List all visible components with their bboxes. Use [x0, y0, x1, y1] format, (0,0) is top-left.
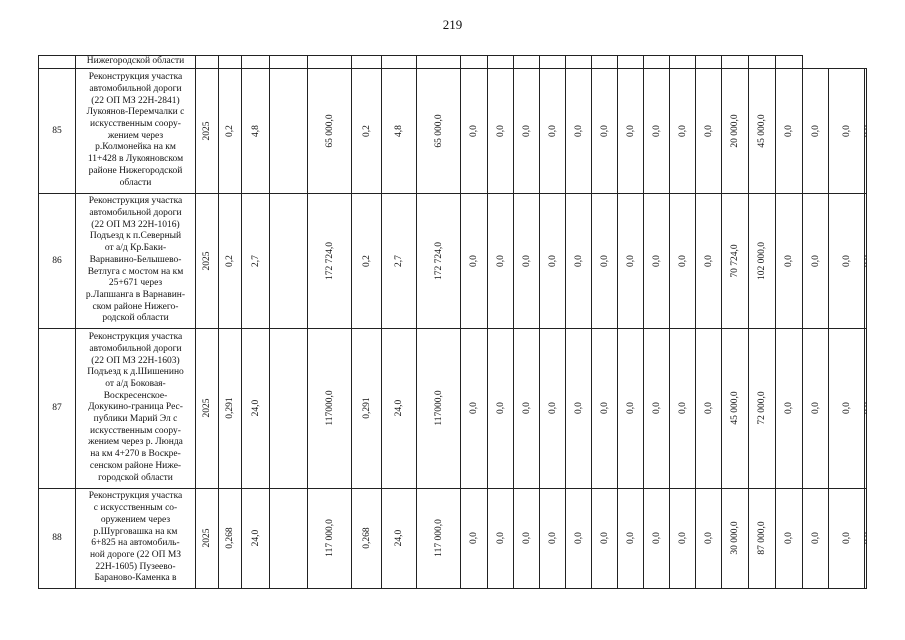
value-text: 2025	[202, 121, 212, 141]
object-name-line: (22 ОП МЗ 22Н-2841)	[91, 95, 180, 106]
value-text: 117000,0	[324, 390, 335, 426]
value-text: 0,0	[521, 254, 532, 267]
object-name-line: автомобильной дороги	[89, 343, 182, 354]
table-row	[39, 193, 867, 328]
value-text: 20 000,0	[730, 114, 740, 148]
value-cell	[803, 68, 829, 193]
object-name-line: р.Колмонейка на км	[95, 142, 176, 153]
value-cell	[803, 193, 829, 328]
value-cell	[196, 328, 219, 488]
value-text: 0,0	[521, 124, 532, 137]
value-cell	[865, 193, 867, 328]
value-cell	[566, 193, 592, 328]
value-text: 0,0	[784, 254, 794, 267]
value-text: 0,0	[599, 532, 610, 545]
value-cell	[696, 328, 722, 488]
value-text: 0,0	[651, 254, 662, 267]
object-name-line: сенском районе Ниже-	[89, 460, 182, 471]
value-text: 0,0	[573, 124, 584, 137]
object-name-line: р.Лапшанга в Варнавин-	[85, 289, 186, 300]
value-cell	[644, 193, 670, 328]
value-text: 0,0	[573, 532, 584, 545]
value-text: 0,0	[841, 532, 852, 545]
value-cell	[540, 488, 566, 588]
value-cell	[618, 328, 644, 488]
object-name-line: Варнавино-Белышево-	[89, 254, 182, 265]
object-name-line: области	[119, 177, 152, 188]
object-name-line: искусственным соору-	[90, 119, 181, 129]
value-text: 0,0	[651, 402, 662, 415]
value-cell	[776, 68, 803, 193]
value-cell	[749, 193, 776, 328]
value-text: 0,0	[864, 532, 867, 545]
value-text: 0,0	[625, 124, 636, 137]
object-name-line: родской области	[102, 313, 169, 324]
value-cell	[829, 193, 865, 328]
value-cell	[382, 68, 417, 193]
object-name-line: (22 ОП МЗ 22Н-1016)	[91, 219, 180, 230]
value-text: 0,0	[784, 124, 794, 137]
value-cell	[352, 193, 382, 328]
value-cell	[644, 328, 670, 488]
value-text: 0,0	[864, 254, 867, 267]
value-cell	[696, 68, 722, 193]
value-text: 0,0	[625, 402, 636, 415]
value-text: 2,7	[250, 254, 261, 267]
value-text: 0,0	[810, 532, 821, 545]
object-name	[76, 328, 196, 488]
value-cell	[270, 488, 308, 588]
value-text: 2025	[202, 398, 212, 418]
value-text: 0,0	[703, 124, 714, 137]
value-cell	[196, 488, 219, 588]
object-name-line: городской области	[98, 472, 173, 483]
value-cell	[461, 328, 488, 488]
value-cell	[488, 193, 514, 328]
value-text: 0,0	[677, 402, 688, 415]
value-text: 24,0	[394, 529, 404, 547]
object-name-line: автомобильной дороги	[89, 83, 182, 94]
value-text: 70 724,0	[730, 244, 740, 278]
object-name-line: 6+825 на автомобиль-	[91, 538, 180, 549]
value-cell	[242, 488, 270, 588]
value-text: 87 000,0	[757, 521, 767, 555]
value-text: 0,0	[495, 124, 506, 137]
value-cell	[270, 328, 308, 488]
value-cell	[242, 193, 270, 328]
value-cell	[308, 488, 352, 588]
value-cell	[696, 488, 722, 588]
object-name	[76, 193, 196, 328]
object-name-line: Реконструкция участка	[88, 332, 183, 343]
value-cell	[270, 193, 308, 328]
object-name-line: 22Н-1605) Пузеево-	[95, 561, 176, 572]
value-text: 72 000,0	[757, 391, 767, 425]
value-cell	[488, 68, 514, 193]
object-name-line: р.Шурговашка на км	[93, 526, 178, 537]
value-cell	[803, 328, 829, 488]
value-text: 0,0	[469, 124, 479, 137]
value-cell	[670, 488, 696, 588]
value-cell	[592, 328, 618, 488]
value-cell	[308, 328, 352, 488]
object-name-line: с искусственным со-	[93, 503, 178, 514]
value-text: 2,7	[394, 254, 404, 267]
value-cell	[776, 488, 803, 588]
value-cell	[540, 68, 566, 193]
value-cell	[488, 488, 514, 588]
value-cell	[722, 193, 749, 328]
value-cell	[749, 68, 776, 193]
object-name-line: от а/д Боковая-	[105, 378, 166, 389]
value-cell	[566, 488, 592, 588]
value-text: 24,0	[394, 399, 404, 417]
value-text: 0,0	[810, 402, 821, 415]
value-text: 0,0	[495, 254, 506, 267]
value-cell	[592, 193, 618, 328]
value-cell	[670, 328, 696, 488]
value-text: 30 000,0	[730, 521, 740, 555]
value-text: 0,268	[225, 527, 235, 549]
value-cell	[382, 193, 417, 328]
value-text: 2025	[202, 528, 212, 548]
value-text: 65 000,0	[324, 114, 335, 148]
value-text: 117000,0	[433, 390, 444, 426]
value-cell	[566, 68, 592, 193]
value-text: 0,0	[495, 402, 506, 415]
value-text: 0,0	[547, 124, 558, 137]
value-cell	[540, 193, 566, 328]
value-cell	[242, 68, 270, 193]
value-text: 0,0	[521, 402, 532, 415]
value-cell	[865, 328, 867, 488]
page-number: 219	[442, 17, 463, 32]
value-cell	[618, 488, 644, 588]
value-text: 0,291	[225, 397, 235, 419]
value-text: 0,0	[784, 402, 794, 415]
value-text: 0,0	[703, 254, 714, 267]
value-text: 0,0	[784, 532, 794, 545]
value-text: 2025	[202, 251, 212, 271]
value-text: 0,2	[225, 254, 235, 267]
value-cell	[352, 488, 382, 588]
value-cell	[196, 193, 219, 328]
object-name	[76, 68, 196, 193]
object-name-line: ском районе Нижего-	[92, 301, 179, 312]
value-text: 65 000,0	[433, 114, 444, 148]
object-name-line: Реконструкция участка	[88, 72, 183, 83]
value-cell	[308, 68, 352, 193]
object-name-line: 25+671 через	[108, 278, 163, 289]
value-text: 4,8	[394, 124, 404, 137]
value-text: 0,2	[225, 124, 235, 137]
value-cell	[829, 488, 865, 588]
object-name-line: на км 4+270 в Воскре-	[90, 449, 181, 460]
value-text: 0,0	[651, 532, 662, 545]
value-text: 0,0	[810, 254, 821, 267]
value-cell	[829, 68, 865, 193]
value-cell	[352, 328, 382, 488]
object-name-line: жением через	[107, 130, 164, 141]
value-cell	[308, 193, 352, 328]
object-name-line: Докукино-граница Рес-	[88, 402, 183, 413]
value-text: 0,291	[361, 397, 372, 419]
value-text: 0,0	[841, 254, 852, 267]
value-text: 45 000,0	[757, 114, 767, 148]
table-row-header	[39, 56, 867, 69]
object-name-line: районе Нижегородской	[88, 165, 183, 176]
table-row	[39, 488, 867, 588]
value-cell	[592, 488, 618, 588]
value-cell	[219, 488, 242, 588]
value-cell	[618, 68, 644, 193]
value-cell	[722, 488, 749, 588]
value-text: 0,0	[573, 402, 584, 415]
value-text: 0,0	[810, 124, 821, 137]
value-cell	[514, 328, 540, 488]
value-cell	[829, 328, 865, 488]
value-cell	[865, 488, 867, 588]
value-cell	[566, 328, 592, 488]
value-text: 0,0	[547, 254, 558, 267]
value-cell	[670, 193, 696, 328]
value-text: 0,2	[361, 124, 372, 137]
value-text: 0,0	[841, 402, 852, 415]
value-text: 172 724,0	[324, 241, 335, 280]
value-cell	[219, 193, 242, 328]
object-name-line: Бараново-Каменка в	[94, 573, 177, 584]
value-cell	[417, 68, 461, 193]
value-cell	[417, 328, 461, 488]
value-text: 0,0	[469, 532, 479, 545]
value-cell	[644, 488, 670, 588]
value-text: 0,0	[599, 124, 610, 137]
object-name-line: Ветлуга с мостом на км	[87, 266, 184, 277]
value-text: 0,0	[599, 402, 610, 415]
value-text: 0,0	[677, 532, 688, 545]
value-text: 0,0	[599, 254, 610, 267]
value-text: 45 000,0	[730, 391, 740, 425]
value-cell	[776, 328, 803, 488]
object-name-line: искусственным соору-	[90, 425, 181, 436]
row-number: 86	[39, 193, 76, 328]
value-cell	[488, 328, 514, 488]
value-text: 0,0	[547, 402, 558, 415]
object-name-line: Воскресенское-	[103, 390, 168, 401]
value-cell	[352, 68, 382, 193]
object-name-line: от а/д Кр.Баки-	[104, 243, 167, 254]
object-name-line: автомобильной дороги	[89, 208, 182, 219]
object-name	[76, 488, 196, 588]
value-cell	[382, 328, 417, 488]
value-cell	[749, 328, 776, 488]
value-cell	[749, 488, 776, 588]
table-row	[39, 68, 867, 193]
value-cell	[644, 68, 670, 193]
value-text: 0,0	[521, 532, 532, 545]
value-text: 0,0	[864, 402, 867, 415]
value-cell	[592, 68, 618, 193]
value-text: 0,0	[651, 124, 662, 137]
value-text: 0,0	[547, 532, 558, 545]
num-cell	[39, 56, 76, 69]
row-number: 87	[39, 328, 76, 488]
value-text: 0,268	[361, 527, 372, 549]
value-text: 0,0	[703, 402, 714, 415]
object-name-line: оружением через	[100, 514, 171, 525]
value-cell	[219, 328, 242, 488]
object-name-line: публики Марий Эл с	[93, 414, 178, 425]
value-cell	[514, 488, 540, 588]
object-name-line: Подъезд к д.Шишенино	[87, 367, 184, 378]
value-cell	[670, 68, 696, 193]
value-cell	[417, 193, 461, 328]
value-text: 24,0	[250, 529, 261, 547]
object-name-line: жением через р. Люнда	[88, 437, 183, 448]
row-number: 85	[39, 68, 76, 193]
value-text: 0,0	[677, 124, 688, 137]
value-text: 117 000,0	[324, 519, 335, 558]
value-text: 4,8	[250, 124, 261, 137]
value-cell	[242, 328, 270, 488]
value-cell	[618, 193, 644, 328]
object-name-line: Подъезд к п.Северный	[89, 231, 182, 242]
value-text: 0,0	[864, 124, 867, 137]
value-text: 24,0	[250, 399, 261, 417]
value-cell	[803, 488, 829, 588]
value-cell	[696, 193, 722, 328]
value-text: 117 000,0	[433, 519, 444, 558]
row-number: 88	[39, 488, 76, 588]
value-cell	[219, 68, 242, 193]
value-cell	[270, 68, 308, 193]
data-table	[38, 55, 867, 589]
object-name-line: (22 ОП МЗ 22Н-1603)	[91, 355, 180, 366]
value-cell	[514, 68, 540, 193]
value-cell	[382, 488, 417, 588]
value-text: 0,0	[469, 254, 479, 267]
name-cell: Нижегородской области	[76, 56, 196, 69]
value-cell	[514, 193, 540, 328]
value-cell	[776, 193, 803, 328]
value-text: 0,2	[361, 254, 372, 267]
value-text: 102 000,0	[757, 241, 767, 280]
object-name-line: 11+428 в Лукояновском	[87, 154, 184, 165]
value-text: 0,0	[703, 532, 714, 545]
value-text: 172 724,0	[433, 241, 444, 280]
value-cell	[540, 328, 566, 488]
table-row	[39, 328, 867, 488]
object-name-line: Лукоянов-Перемчалки с	[86, 107, 185, 118]
value-text: 0,0	[677, 254, 688, 267]
value-cell	[461, 68, 488, 193]
value-text: 0,0	[625, 532, 636, 545]
value-text: 0,0	[469, 402, 479, 415]
object-name-line: ной дороге (22 ОП МЗ	[89, 549, 182, 560]
value-text: 0,0	[573, 254, 584, 267]
value-cell	[417, 488, 461, 588]
value-cell	[461, 193, 488, 328]
value-cell	[461, 488, 488, 588]
value-text: 0,0	[841, 124, 852, 137]
value-text: 0,0	[625, 254, 636, 267]
object-name-line: Реконструкция участка	[88, 196, 183, 207]
value-cell	[865, 68, 867, 193]
value-cell	[722, 328, 749, 488]
object-name-line: Реконструкция участка	[88, 491, 183, 502]
value-cell	[722, 68, 749, 193]
value-text: 0,0	[495, 532, 506, 545]
value-cell	[196, 68, 219, 193]
